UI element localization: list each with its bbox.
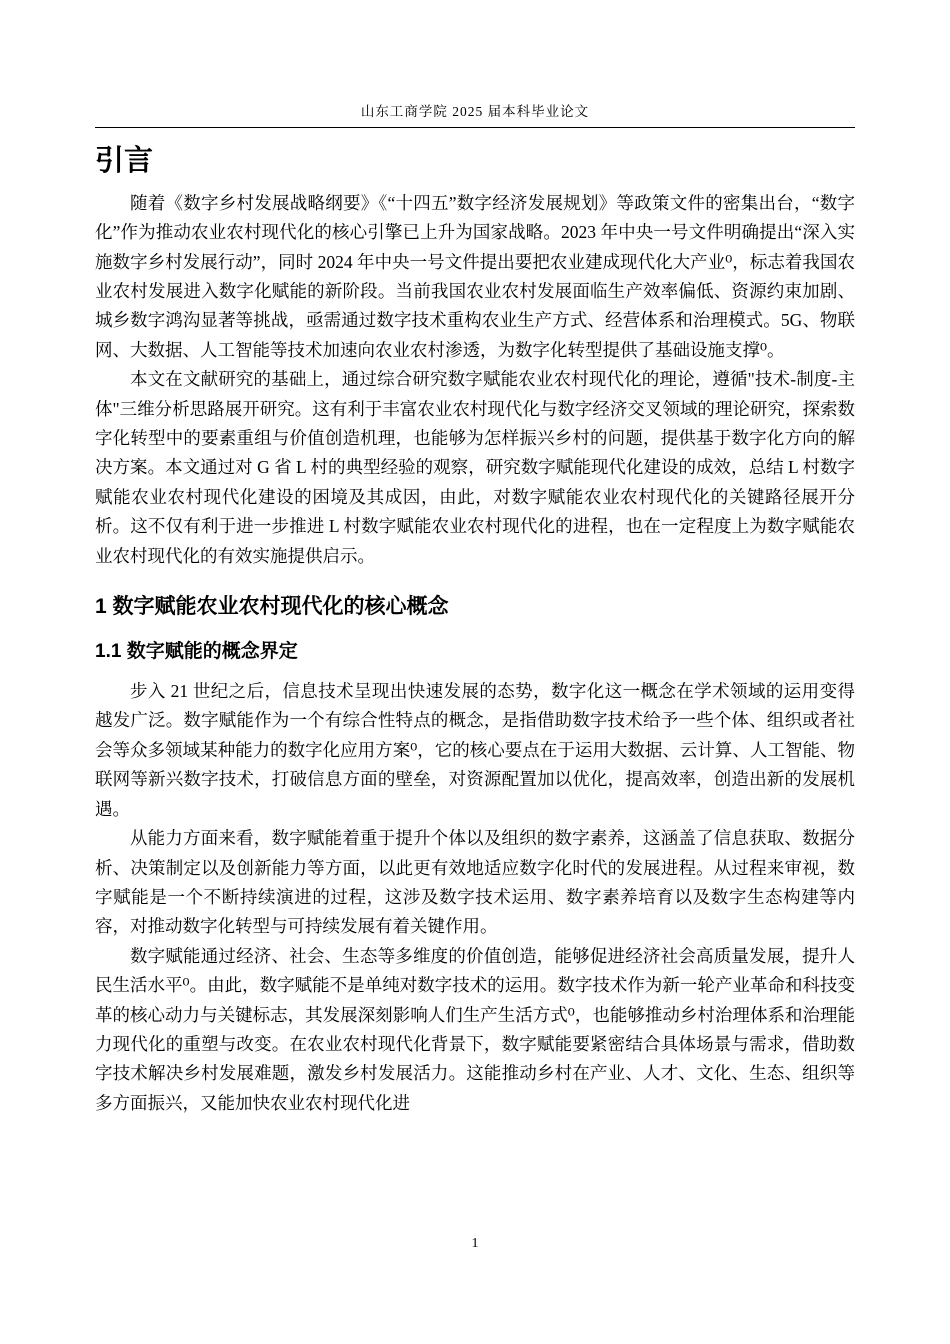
page-footer (0, 1236, 950, 1252)
intro-paragraph-1: 随着《数字乡村发展战略纲要》《“十四五”数字经济发展规划》等政策文件的密集出台，“数字化”作为推动农业农村现代化的核心引擎已上升为国家战略。2023 年中央一号文件明确提出“深入实施数字乡村发展行动”，同时 2024 年中央一号文件提出要把农业建成现代化大产业⁰，标志着我国农业农村发展进入数字化赋能的新阶段。当前我国农业农村发展面临生产效率偏低、资源约束加剧、城乡数字鸿沟显著等挑战，亟需通过数字技术重构农业生产方式、经营体系和治理模式。5G、物联网、大数据、人工智能等技术加速向农业农村渗透，为数字化转型提供了基础设施支撑⁰。 (95, 192, 855, 360)
page-number: 1 (471, 1236, 479, 1251)
section-1-1-paragraph-3: 数字赋能通过经济、社会、生态等多维度的价值创造，能够促进经济社会高质量发展，提升人民生活水平⁰。由此，数字赋能不是单纯对数字技术的运用。数字技术作为新一轮产业革命和科技变革的核心动力与关键标志，其发展深刻影响人们生产生活方式⁰，也能够推动乡村治理体系和治理能力现代化的重塑与改变。在农业农村现代化背景下，数字赋能要紧密结合具体场景与需求，借助数字技术解决乡村发展难题，激发乡村发展活力。这能推动乡村在产业、人才、文化、生态、组织等多方面振兴，又能加快农业农村现代化进 (95, 945, 855, 1113)
header-text: 山东工商学院 2025 届本科毕业论文 (360, 104, 590, 119)
section-1-1-paragraph-2: 从能力方面来看，数字赋能着重于提升个体以及组织的数字素养，这涵盖了信息获取、数据分析、决策制定以及创新能力等方面，以此更有效地适应数字化时代的发展进程。从过程来审视，数字赋能是一个不断持续演进的过程，这涉及数字技术运用、数字素养培育以及数字生态构建等内容，对推动数字化转型与可持续发展有着关键作用。 (95, 828, 855, 937)
section-1-heading: 1 数字赋能农业农村现代化的核心概念 (95, 595, 449, 619)
intro-paragraph-2: 本文在文献研究的基础上，通过综合研究数字赋能农业农村现代化的理论，遵循"技术-制度-主体"三维分析思路展开研究。这有利于丰富农业农村现代化与数字经济交叉领域的理论研究，探索数字化转型中的要素重组与价值创造机理，也能够为怎样振兴乡村的问题，提供基于数字化方向的解决方案。本文通过对 G 省 L 村的典型经验的观察，研究数字赋能现代化建设的成效，总结 L 村数字赋能农业农村现代化建设的困境及其成因，由此，对数字赋能农业农村现代化的关键路径展开分析。这不仅有利于进一步推进 L 村数字赋能农业农村现代化的进程，也在一定程度上为数字赋能农业农村现代化的有效实施提供启示。 (95, 369, 855, 566)
document-content (95, 144, 855, 1118)
section-1-1-paragraph-1: 步入 21 世纪之后，信息技术呈现出快速发展的态势，数字化这一概念在学术领域的运用变得越发广泛。数字赋能作为一个有综合性特点的概念，是指借助数字技术给予一些个体、组织或者社会等众多领域某种能力的数字化应用方案⁰，它的核心要点在于运用大数据、云计算、人工智能、物联网等新兴数字技术，打破信息方面的壁垒，对资源配置加以优化，提高效率，创造出新的发展机遇。 (95, 681, 855, 819)
header-divider (95, 127, 855, 128)
page-header (0, 0, 950, 120)
intro-heading: 引言 (95, 145, 154, 177)
section-1-1-heading: 1.1 数字赋能的概念界定 (95, 641, 298, 663)
